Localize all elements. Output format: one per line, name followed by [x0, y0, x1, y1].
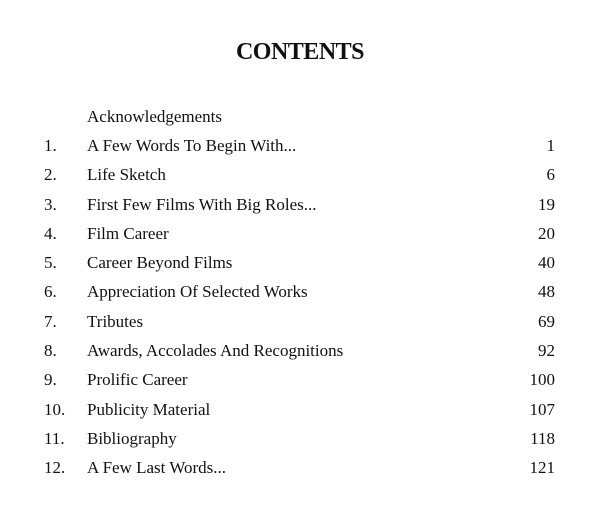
toc-row-page: 100	[529, 370, 555, 390]
acknowledgements-entry: Acknowledgements	[87, 107, 223, 126]
toc-row-number: 3.	[44, 194, 57, 214]
toc-row-title: Publicity Material	[87, 399, 211, 419]
toc-row-page: 20	[538, 223, 555, 243]
toc-row	[0, 427, 600, 456]
toc-row	[0, 310, 600, 339]
toc-row	[0, 193, 600, 222]
toc-row	[0, 251, 600, 280]
toc-row-number: 11.	[44, 428, 65, 448]
toc-row-page: 1	[546, 136, 555, 155]
toc-row-title: Film Career	[87, 223, 169, 243]
toc-row-page: 69	[538, 311, 555, 331]
toc-row-number: 5.	[44, 253, 57, 273]
toc-row-title: Tributes	[87, 311, 144, 331]
toc-row-title: Life Sketch	[87, 165, 166, 185]
toc-row	[0, 134, 600, 163]
toc-row	[0, 368, 600, 397]
toc-row-page: 40	[538, 253, 555, 273]
toc-row	[0, 456, 600, 485]
toc-row-title: First Few Films With Big Roles...	[87, 194, 317, 214]
toc-row-title: Prolific Career	[87, 370, 188, 390]
toc-row-page: 19	[538, 194, 555, 214]
toc-row	[0, 398, 600, 427]
toc-row-page: 6	[546, 165, 555, 185]
toc-row-title: A Few Words To Begin With...	[87, 136, 297, 155]
toc-row-number: 6.	[44, 282, 57, 302]
toc-row	[0, 222, 600, 251]
toc-row-title: Awards, Accolades And Recognitions	[87, 341, 344, 361]
toc-row-number: 7.	[44, 311, 57, 331]
toc-row-number: 12.	[44, 458, 66, 478]
toc-row-page: 48	[538, 282, 555, 302]
toc-row	[0, 163, 600, 192]
toc-row-number: 1.	[44, 136, 57, 155]
toc-row-title: Bibliography	[87, 428, 177, 448]
toc-row-number: 4.	[44, 223, 57, 243]
toc-row-page: 118	[530, 428, 555, 448]
page-title: CONTENTS	[235, 39, 365, 65]
toc-row-title: A Few Last Words...	[87, 458, 227, 478]
toc-row	[0, 280, 600, 309]
toc-row-number: 2.	[44, 165, 57, 185]
toc-row-page: 121	[529, 458, 555, 478]
toc-row-number: 8.	[44, 341, 57, 361]
toc-row-page: 92	[538, 341, 555, 361]
toc-row-page: 107	[529, 399, 555, 419]
toc-row-number: 10.	[44, 399, 66, 419]
toc-row-title: Career Beyond Films	[87, 253, 233, 273]
toc-row-title: Appreciation Of Selected Works	[87, 282, 308, 302]
toc-row	[0, 339, 600, 368]
table-of-contents	[0, 134, 600, 486]
toc-row-number: 9.	[44, 370, 57, 390]
